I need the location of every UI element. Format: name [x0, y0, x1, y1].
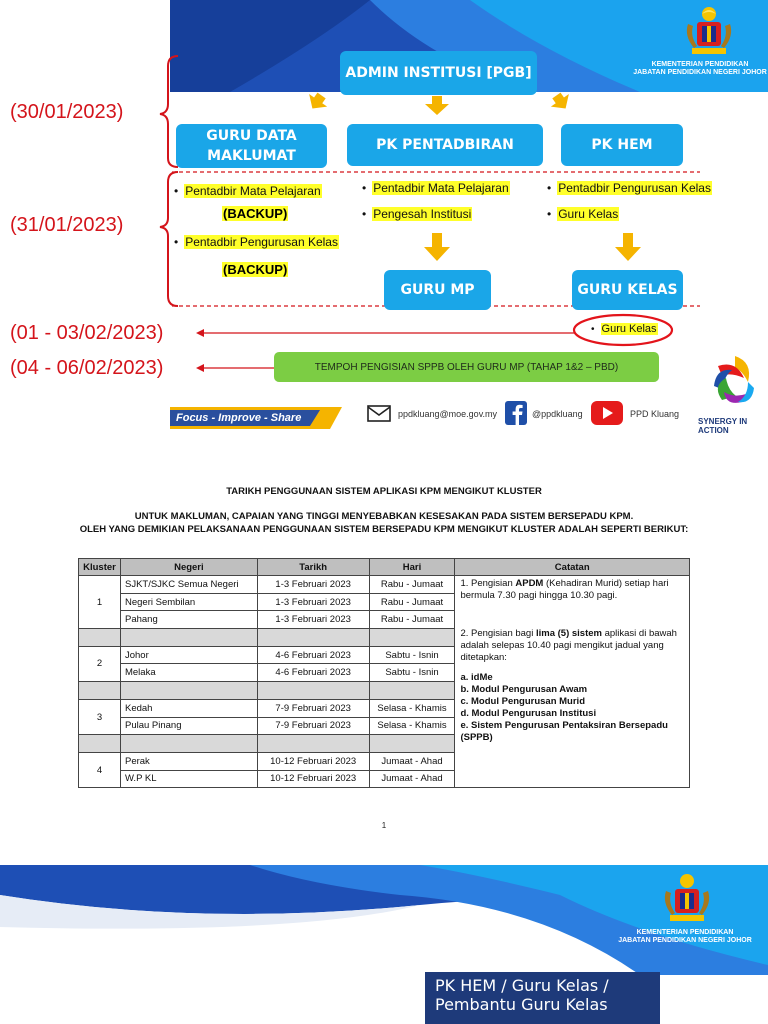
slogan-text: Focus - Improve - Share [176, 412, 302, 424]
list-item: a. idMe [460, 672, 493, 683]
col3-bullet-2: • Guru Kelas [547, 207, 619, 221]
note-1-part-b: APDM [515, 578, 544, 589]
pk-hem-title-line-2: Pembantu Guru Kelas [435, 995, 608, 1014]
col1-backup-1: (BACKUP) [223, 206, 288, 221]
pk-hem-title-box [425, 972, 660, 1024]
note-1-part-a: 1. Pengisian [460, 578, 516, 589]
youtube-icon [591, 401, 623, 425]
tarikh-cell: 1-3 Februari 2023 [257, 576, 369, 594]
list-item: d. Modul Pengurusan Institusi [460, 708, 597, 719]
col1-bullet-1: • Pentadbir Mata Pelajaran [174, 184, 321, 198]
col2-bullet-2: • Pengesah Institusi [362, 207, 472, 221]
col2-bullet-1-text: Pentadbir Mata Pelajaran [373, 181, 509, 195]
kluster-cell: 3 [79, 699, 121, 734]
negeri-cell: Kedah [120, 699, 257, 717]
list-item: b. Modul Pengurusan Awam [460, 684, 588, 695]
down-arrows [303, 89, 641, 261]
col1-bullet-2: • Pentadbir Pengurusan Kelas [174, 235, 338, 249]
header-hari: Hari [369, 559, 455, 576]
header-kluster: Kluster [79, 559, 121, 576]
cluster-table [78, 558, 690, 788]
guru-kelas-box: GURU KELAS [572, 270, 683, 310]
circled-guru-kelas: • Guru Kelas [591, 323, 657, 335]
ministry-line-1: KEMENTERIAN PENDIDIKAN [651, 61, 749, 68]
pk-hem-box: PK HEM [561, 124, 683, 166]
catatan-list [460, 672, 684, 744]
date-label-1: (30/01/2023) [10, 101, 124, 123]
date-label-2: (31/01/2023) [10, 214, 124, 236]
col1-bullet-1-text: Pentadbir Mata Pelajaran [185, 184, 321, 198]
document-intro-2: OLEH YANG DEMIKIAN PELAKSANAAN PENGGUNAAN SISTEM BERSEPADU KPM MENGIKUT KLUSTER ADALAH SEPERTI BERIKUT: [79, 524, 689, 535]
ministry-line-1: KEMENTERIAN PENDIDIKAN [636, 929, 734, 936]
col3-bullet-1: • Pentadbir Pengurusan Kelas [547, 181, 711, 195]
synergy-text: SYNERGY IN ACTION [698, 417, 748, 435]
document-intro-1: UNTUK MAKLUMAN, CAPAIAN YANG TINGGI MENYEBABKAN KESESAKAN PADA SISTEM BERSEPADU KPM. [134, 511, 634, 522]
header-tarikh: Tarikh [257, 559, 369, 576]
note-2-part-c: aplikasi di bawah adalah selepas 10.40 pagi mengikut jadual yang ditetapkan: [460, 628, 677, 663]
col2-bullet-1: • Pentadbir Mata Pelajaran [362, 181, 509, 195]
guru-mp-box: GURU MP [384, 270, 491, 310]
page-number: 1 [381, 821, 387, 830]
tarikh-cell: 4-6 Februari 2023 [257, 664, 369, 682]
negeri-cell: Perak [120, 752, 257, 770]
negeri-cell: Pulau Pinang [120, 717, 257, 735]
sppb-period-bar: TEMPOH PENGISIAN SPPB OLEH GURU MP (TAHAP 1&2 – PBD) [274, 352, 659, 382]
ministry-line-2: JABATAN PENDIDIKAN NEGERI JOHOR [618, 937, 752, 944]
email-text: ppdkluang@moe.gov.my [398, 409, 498, 419]
note-2-part-a: 2. Pengisian bagi [460, 628, 536, 639]
circled-guru-kelas-text: Guru Kelas [601, 323, 657, 335]
header-catatan: Catatan [455, 559, 690, 576]
tarikh-cell: 7-9 Februari 2023 [257, 699, 369, 717]
catatan-cell [455, 576, 690, 788]
facebook-text: @ppdkluang [532, 409, 583, 419]
ministry-name [615, 929, 755, 945]
hari-cell: Selasa - Khamis [369, 717, 455, 735]
hari-cell: Rabu - Jumaat [369, 593, 455, 611]
col1-backup-2: (BACKUP) [223, 262, 288, 277]
negeri-cell: Negeri Sembilan [120, 593, 257, 611]
youtube-text: PPD Kluang [630, 409, 680, 419]
catatan-note-2 [460, 628, 684, 664]
negeri-cell: SJKT/SJKC Semua Negeri [120, 576, 257, 594]
hari-cell: Sabtu - Isnin [369, 646, 455, 664]
synergy-logo-icon [708, 352, 762, 412]
col3-bullet-2-text: Guru Kelas [558, 207, 619, 221]
crest-icon [658, 871, 716, 927]
hari-cell: Rabu - Jumaat [369, 576, 455, 594]
hari-cell: Selasa - Khamis [369, 699, 455, 717]
pk-pentadbiran-box: PK PENTADBIRAN [347, 124, 543, 166]
note-1-part-c: (Kehadiran Murid) setiap hari bermula 7.30 pagi hingga 10.30 pagi. [460, 578, 669, 601]
negeri-cell: Pahang [120, 611, 257, 629]
kluster-cell: 4 [79, 752, 121, 787]
hari-cell: Jumaat - Ahad [369, 770, 455, 788]
kluster-cell: 2 [79, 646, 121, 681]
negeri-cell: W.P KL [120, 770, 257, 788]
tarikh-cell: 10-12 Februari 2023 [257, 770, 369, 788]
admin-institusi-box: ADMIN INSTITUSI [PGB] [340, 51, 537, 95]
catatan-note-1 [460, 578, 684, 602]
negeri-cell: Melaka [120, 664, 257, 682]
pk-hem-title-line-1: PK HEM / Guru Kelas / [435, 976, 609, 995]
facebook-icon [505, 401, 527, 425]
tarikh-cell: 1-3 Februari 2023 [257, 611, 369, 629]
list-item: c. Modul Pengurusan Murid [460, 696, 585, 707]
guru-data-maklumat-box: GURU DATA MAKLUMAT [176, 124, 327, 168]
slide-org-chart [0, 0, 768, 445]
table-row [79, 576, 690, 594]
kluster-cell: 1 [79, 576, 121, 629]
email-icon [367, 404, 391, 424]
list-item: e. Sistem Pengurusan Pentaksiran Bersepadu (SPPB) [460, 720, 668, 743]
note-2-part-b: lima (5) sistem [535, 628, 602, 639]
slide-pk-hem [0, 865, 768, 1024]
date-label-4: (04 - 06/02/2023) [10, 357, 164, 379]
header-negeri: Negeri [120, 559, 257, 576]
hari-cell: Jumaat - Ahad [369, 752, 455, 770]
col2-bullet-2-text: Pengesah Institusi [373, 207, 472, 221]
table-header-row [79, 559, 690, 576]
col1-bullet-2-text: Pentadbir Pengurusan Kelas [185, 235, 338, 249]
ministry-line-2: JABATAN PENDIDIKAN NEGERI JOHOR [633, 69, 767, 76]
document-page [0, 445, 768, 865]
document-title: TARIKH PENGGUNAAN SISTEM APLIKASI KPM MENGIKUT KLUSTER [226, 486, 542, 497]
col3-bullet-1-text: Pentadbir Pengurusan Kelas [558, 181, 711, 195]
hari-cell: Sabtu - Isnin [369, 664, 455, 682]
tarikh-cell: 1-3 Februari 2023 [257, 593, 369, 611]
tarikh-cell: 7-9 Februari 2023 [257, 717, 369, 735]
tarikh-cell: 10-12 Februari 2023 [257, 752, 369, 770]
date-label-3: (01 - 03/02/2023) [10, 322, 164, 344]
tarikh-cell: 4-6 Februari 2023 [257, 646, 369, 664]
negeri-cell: Johor [120, 646, 257, 664]
hari-cell: Rabu - Jumaat [369, 611, 455, 629]
